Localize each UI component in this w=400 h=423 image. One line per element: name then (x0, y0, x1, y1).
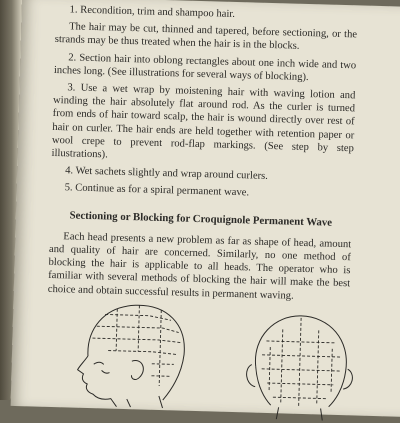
page-text (48, 3, 358, 304)
step-5: 5. Continue as for a spiral permanent wave. (64, 182, 250, 199)
book-page (11, 0, 400, 417)
section-body: Each head presents a new problem as far as shape of head, amount and quality of hair are concerned. Similarly, no one method of blocking the hair is applicable to all heads. The operator who is familiar with several methods of blocking the hair will make the best choice and obtain successful results in permanent waving. (47, 231, 352, 302)
step-4: 4. Wet sachets slightly and wrap around curlers. (64, 165, 269, 183)
step-1: 1. Recondition, trim and shampoo hair. (69, 4, 236, 20)
step-2: 2. Section hair into oblong rectangles about one inch wide and two inches long. (See illustrations for several ways of blocking). (53, 51, 357, 83)
back-of-head-blocking-diagram (234, 306, 367, 422)
section-heading: Sectioning or Blocking for Croquignole Permanent Wave (69, 209, 333, 229)
blocking-illustrations (67, 293, 370, 413)
side-profile-blocking-diagram (67, 293, 220, 409)
step-1-note: The hair may be cut, thinned and tapered, before sectioning, or the strands may be thus treated when the hair is in the blocks. (54, 21, 358, 53)
step-3: 3. Use a wet wrap by moistening hair with waving lotion and winding the hair absolutely flat around rod. As the curler is turned from ends of hair toward scalp, the hair is wound directly over rest of hair on curler. The hair ends are held together with retention paper or wool crepe to prevent rod-flap markings. (See step by step illustrations). (51, 82, 356, 161)
